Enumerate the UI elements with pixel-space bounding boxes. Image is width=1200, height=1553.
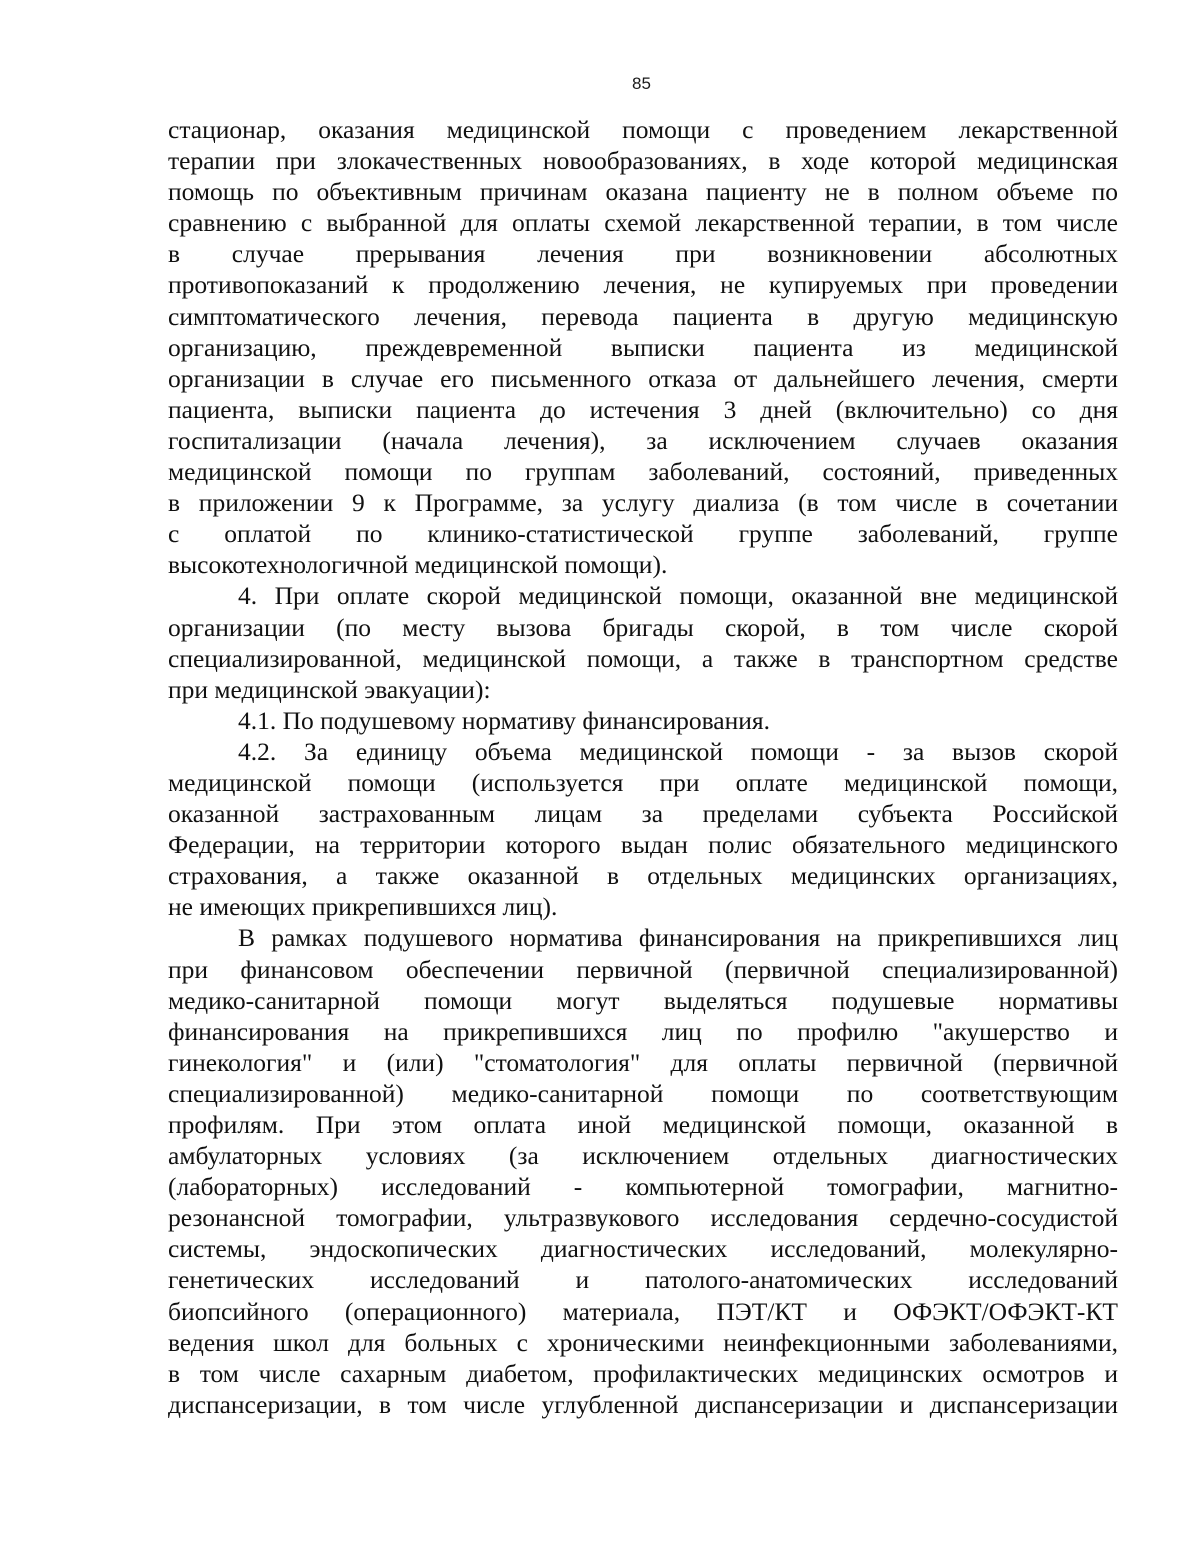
text-line: финансирования на прикрепившихся лиц по профилю "акушерство и (168, 1016, 1118, 1046)
text-line: гинекология" и (или) "стоматология" для оплаты первичной (первичной (168, 1047, 1118, 1077)
text-line: 4.2. За единицу объема медицинской помощи - за вызов скорой (238, 736, 1118, 766)
text-line: амбулаторных условиях (за исключением отдельных диагностических (168, 1141, 1118, 1171)
text-line: организации (по месту вызова бригады скорой, в том числе скорой (168, 612, 1118, 642)
text-line: 4.1. По подушевому нормативу финансирования. (238, 705, 771, 735)
text-line: терапии при злокачественных новообразованиях, в ходе которой медицинская (168, 146, 1118, 176)
document-body (168, 114, 1118, 1420)
text-line: симптоматического лечения, перевода пациента в другую медицинскую (168, 301, 1118, 331)
text-line: в том числе сахарным диабетом, профилактических медицинских осмотров и (168, 1358, 1118, 1388)
text-line: медицинской помощи (используется при оплате медицинской помощи, (168, 767, 1118, 797)
text-line: профилям. При этом оплата иной медицинской помощи, оказанной в (168, 1110, 1118, 1139)
text-line: при медицинской эвакуации): (168, 674, 491, 704)
text-line: 4. При оплате скорой медицинской помощи, оказанной вне медицинской (238, 581, 1118, 611)
text-line: Федерации, на территории которого выдан полис обязательного медицинского (168, 830, 1118, 860)
text-line: организацию, преждевременной выписки пациента из медицинской (168, 332, 1118, 362)
text-line: противопоказаний к продолжению лечения, не купируемых при проведении (168, 270, 1118, 300)
text-line: сравнению с выбранной для оплаты схемой лекарственной терапии, в том числе (168, 208, 1118, 238)
text-line: высокотехнологичной медицинской помощи). (168, 550, 668, 580)
text-line: в случае прерывания лечения при возникновении абсолютных (168, 239, 1118, 269)
text-line: страхования, а также оказанной в отдельных медицинских организациях, (168, 861, 1118, 891)
text-line: при финансовом обеспечении первичной (первичной специализированной) (168, 954, 1118, 984)
text-line: пациента, выписки пациента до истечения 3 дней (включительно) со дня (168, 394, 1118, 424)
text-line: оказанной застрахованным лицам за пределами субъекта Российской (168, 799, 1118, 829)
text-line: с оплатой по клинико-статистической группе заболеваний, группе (168, 519, 1118, 549)
text-line: в приложении 9 к Программе, за услугу диализа (в том числе в сочетании (168, 488, 1118, 518)
text-line: госпитализации (начала лечения), за исключением случаев оказания (168, 425, 1118, 455)
text-line: стационар, оказания медицинской помощи с проведением лекарственной (168, 115, 1118, 144)
text-line: генетических исследований и патолого-анатомических исследований (168, 1265, 1118, 1295)
text-line: медико-санитарной помощи могут выделяться подушевые нормативы (168, 985, 1118, 1015)
text-line: резонансной томографии, ультразвукового исследования сердечно-сосудистой (168, 1203, 1118, 1233)
text-line: специализированной) медико-санитарной помощи по соответствующим (168, 1078, 1118, 1108)
text-line: специализированной, медицинской помощи, а также в транспортном средстве (168, 643, 1118, 673)
text-line: системы, эндоскопических диагностических исследований, молекулярно- (168, 1234, 1118, 1264)
text-line: ведения школ для больных с хроническими неинфекционными заболеваниями, (168, 1327, 1118, 1357)
text-line: медицинской помощи по группам заболеваний, состояний, приведенных (168, 457, 1118, 487)
text-line: не имеющих прикрепившихся лиц). (168, 892, 558, 922)
text-line: организации в случае его письменного отказа от дальнейшего лечения, смерти (168, 363, 1118, 393)
text-line: диспансеризации, в том числе углубленной диспансеризации и диспансеризации (168, 1389, 1118, 1419)
text-line: помощь по объективным причинам оказана пациенту не в полном объеме по (168, 177, 1118, 207)
page-number: 85 (632, 74, 651, 93)
text-line: (лабораторных) исследований - компьютерной томографии, магнитно- (168, 1172, 1118, 1202)
text-line: биопсийного (операционного) материала, ПЭТ/КТ и ОФЭКТ/ОФЭКТ-КТ (168, 1296, 1118, 1326)
text-line: В рамках подушевого норматива финансирования на прикрепившихся лиц (238, 923, 1118, 953)
